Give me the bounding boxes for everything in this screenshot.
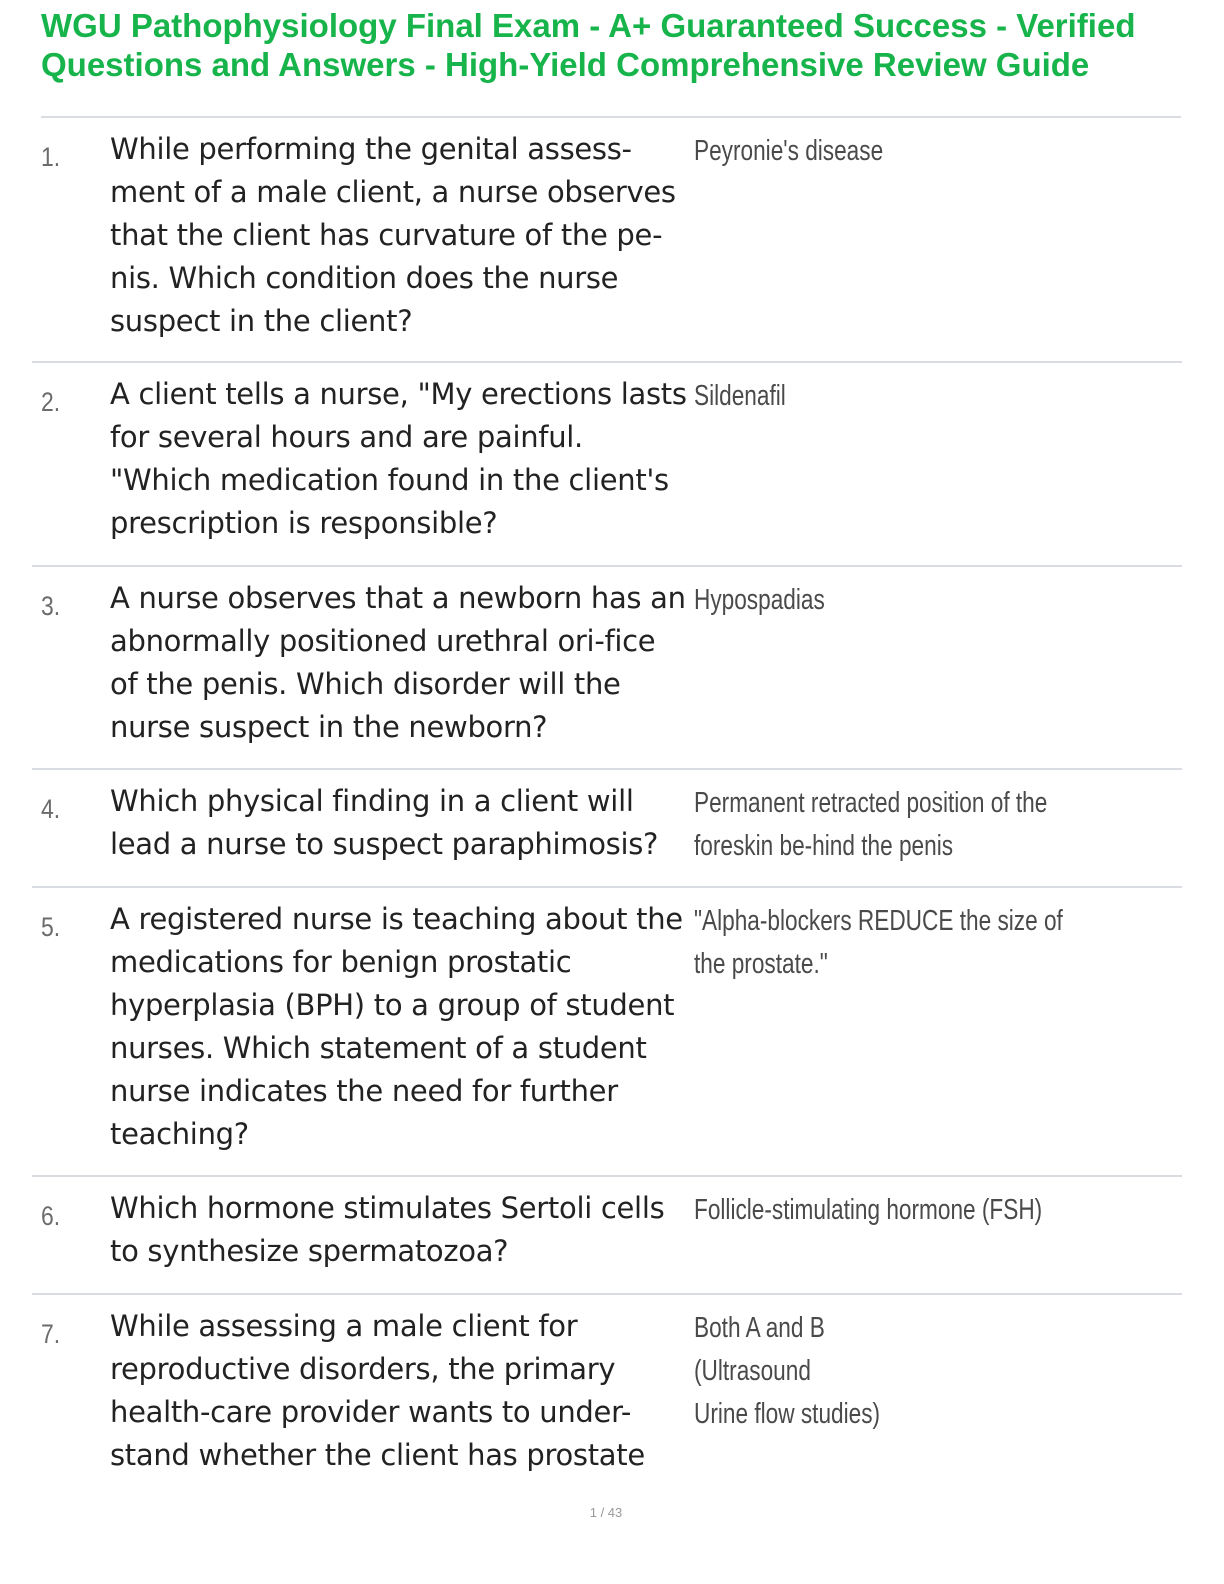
question-text: A nurse observes that a newborn has an abnormally positioned urethral ori-fice of the penis. Which disorder will the nurse suspect in the newborn? xyxy=(110,581,686,744)
question-number: 7. xyxy=(41,1319,61,1349)
qa-list xyxy=(32,118,1182,1485)
question-text: While performing the genital assess-ment of a male client, a nurse observes that the client has curvature of the pe-nis. Which condition does the nurse suspect in the client? xyxy=(110,132,676,338)
answer-text: Peyronie's disease xyxy=(694,135,884,167)
question-number: 1. xyxy=(41,142,61,172)
qa-row xyxy=(32,1177,1182,1295)
question-text: A client tells a nurse, "My erections lasts for several hours and are painful. "Which medication found in the client's prescription is responsible? xyxy=(110,377,687,540)
answer-text: Both A and B (Ultrasound Urine flow studies) xyxy=(694,1312,881,1430)
answer-text: Permanent retracted position of the foreskin be-hind the penis xyxy=(694,787,1048,862)
question-number: 2. xyxy=(41,387,61,417)
question-text: Which physical finding in a client will lead a nurse to suspect paraphimosis? xyxy=(110,784,659,861)
document-title: WGU Pathophysiology Final Exam - A+ Guaranteed Success - Verified Questions and Answers - High-Yield Comprehensive Review Guide xyxy=(41,7,1136,83)
answer-text: Sildenafil xyxy=(694,380,786,412)
qa-row xyxy=(32,567,1182,770)
question-text: While assessing a male client for reproductive disorders, the primary health-care provider wants to under-stand whether the client has prostate xyxy=(110,1309,645,1472)
qa-row xyxy=(32,363,1182,567)
qa-row xyxy=(32,770,1182,888)
question-number: 5. xyxy=(41,912,61,942)
question-text: A registered nurse is teaching about the medications for benign prostatic hyperplasia (BPH) to a group of student nurses. Which statement of a student nurse indicates the need for further teaching? xyxy=(110,902,683,1151)
answer-text: "Alpha-blockers REDUCE the size of the prostate." xyxy=(694,905,1063,980)
question-text: Which hormone stimulates Sertoli cells to synthesize spermatozoa? xyxy=(110,1191,665,1268)
qa-row xyxy=(32,1295,1182,1485)
qa-row xyxy=(32,118,1182,363)
question-number: 3. xyxy=(41,591,61,621)
question-number: 6. xyxy=(41,1201,61,1231)
qa-row xyxy=(32,888,1182,1177)
answer-text: Hypospadias xyxy=(694,584,825,616)
page-indicator: 1 / 43 xyxy=(589,1505,623,1520)
answer-text: Follicle-stimulating hormone (FSH) xyxy=(694,1194,1043,1226)
question-number: 4. xyxy=(41,794,61,824)
